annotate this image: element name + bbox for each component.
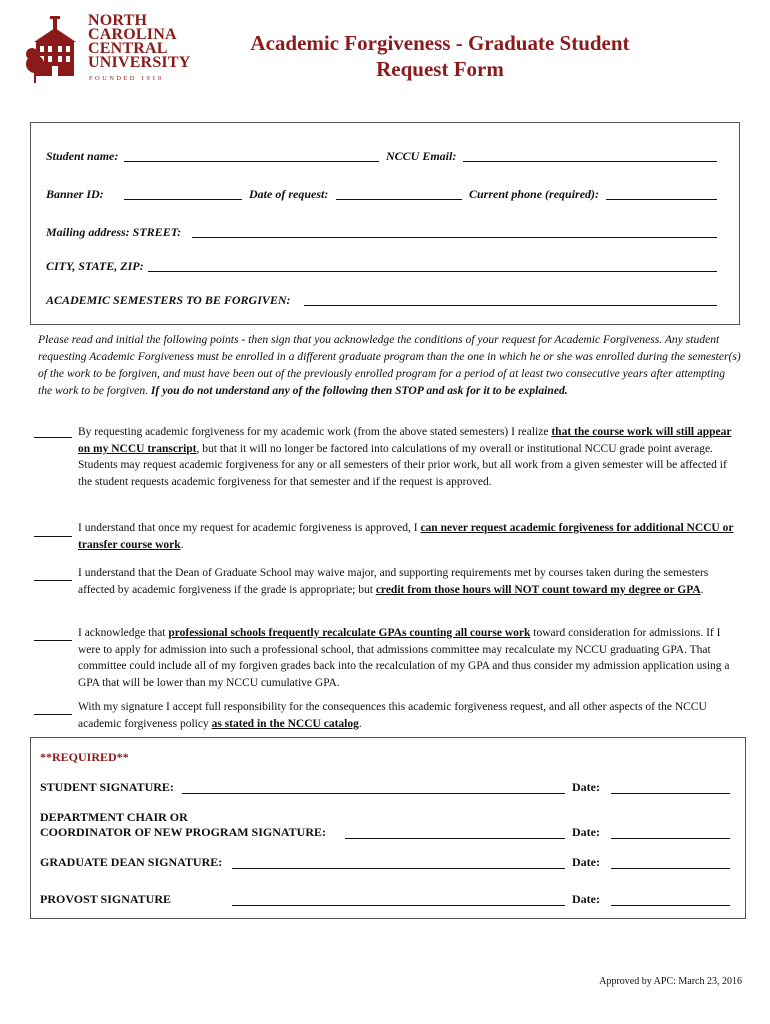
provost-date-label: Date: [572,892,600,906]
instructions-warning: If you do not understand any of the following then STOP and ask for it to be explained. [150,384,568,397]
dept-signature-label-1: DEPARTMENT CHAIR OR [40,810,188,824]
item-5-emphasis: as stated in the NCCU catalog [211,717,359,730]
item-4-emphasis: professional schools frequently recalculate GPAs counting all course work [168,627,531,639]
banner-id-label: Banner ID: [46,187,104,201]
student-date-label: Date: [572,780,600,794]
required-heading: **REQUIRED** [40,750,129,764]
dean-date-label: Date: [572,855,600,869]
student-signature-label: STUDENT SIGNATURE: [40,780,174,794]
current-phone-label: Current phone (required): [469,187,600,201]
item-3-emphasis: credit from those hours will NOT count toward my degree or GPA [375,583,701,596]
date-of-request-field[interactable] [336,199,462,200]
item-2-emphasis: can never request academic forgiveness for additional NCCU or transfer course work [78,522,734,551]
nccu-logo [26,12,191,86]
city-state-zip-field[interactable] [148,271,717,272]
instructions-paragraph [38,331,742,399]
dept-signature-label-2: COORDINATOR OF NEW PROGRAM SIGNATURE: [40,825,327,839]
provost-signature-field[interactable] [232,905,565,906]
initial-blank-5[interactable] [34,714,72,715]
acknowledgement-item-4 [78,625,742,691]
item-1-text: By requesting academic forgiveness for my academic work (from the above stated semesters) I realize [78,426,549,438]
item-5-text-end: . [358,717,362,730]
nccu-email-label: NCCU Email: [386,149,457,163]
mailing-address-label: Mailing address: STREET: [46,225,182,239]
item-1-emphasis: that the course work will still appear on my NCCU transcript [78,426,732,455]
date-of-request-label: Date of request: [249,187,329,201]
dean-signature-label: GRADUATE DEAN SIGNATURE: [40,855,223,869]
mailing-address-field[interactable] [192,237,717,238]
item-4-text: I acknowledge that [78,627,166,639]
initial-blank-3[interactable] [34,580,72,581]
student-name-label: Student name: [46,149,119,163]
item-4-text-end: toward consideration for admissions. If I were to apply for admission into such a professional school, that admissions committee may recalculate my NCCU graduating GPA. That committee could include all of my forgiven grades back into the recalculation of my GPA and thus consider my admission application using a GPA that will be lower than my NCCU cumulative GPA. [78,627,730,689]
item-5-text: With my signature I accept full responsibility for the consequences this academic forgiveness request, and all other aspects of the NCCU academic forgiveness policy [78,701,707,730]
dean-signature-field[interactable] [232,868,565,869]
item-2-text-end: . [180,538,184,551]
building-seal-icon [26,14,84,86]
semesters-field[interactable] [304,305,717,306]
acknowledgement-item-5 [78,699,734,732]
logo-word-central: CENTRAL [88,40,168,57]
initial-blank-2[interactable] [34,536,72,537]
dept-date-label: Date: [572,825,600,839]
dept-signature-field[interactable] [345,838,565,839]
logo-word-university: UNIVERSITY [88,54,191,71]
city-state-zip-label: CITY, STATE, ZIP: [46,259,144,273]
dept-date-field[interactable] [611,838,730,839]
provost-signature-label: PROVOST SIGNATURE [40,892,172,906]
dean-date-field[interactable] [611,868,730,869]
student-date-field[interactable] [611,793,730,794]
instructions-text: Please read and initial the following points - then sign that you acknowledge the conditions of your request for Academic Forgiveness. Any student requesting Academic Forgiveness must be enrolled in a different graduate program than the one in which he or she was enrolled during the semester(s) of the work to be forgiven, and must have been out of the previously enrolled program for a period of at least two consecutive years after attempting the work to be forgiven. [38,333,741,397]
provost-date-field[interactable] [611,905,730,906]
item-1-text-end: , but that it will no longer be factored into calculations of my overall or institutional NCCU grade point average. [196,442,713,455]
logo-word-carolina: CAROLINA [88,26,177,43]
acknowledgement-item-3 [78,565,734,598]
page-title: Academic Forgiveness - Graduate Student [250,31,630,55]
nccu-email-field[interactable] [463,161,717,162]
banner-id-field[interactable] [124,199,242,200]
acknowledgement-item-1 [78,424,734,490]
logo-founded: FOUNDED 1910 [89,75,164,82]
acknowledgement-item-2 [78,520,742,553]
initial-blank-1[interactable] [34,437,72,438]
semesters-label: ACADEMIC SEMESTERS TO BE FORGIVEN: [46,293,291,307]
item-1-note: Students may request academic forgiveness for any or all semesters of their prior work, but all work from a given semester will be affected if the student requests academic forgiveness for that semester and if the request is approved. [78,459,727,488]
current-phone-field[interactable] [606,199,717,200]
student-name-field[interactable] [124,161,379,162]
item-2-text: I understand that once my request for academic forgiveness is approved, I [78,522,418,534]
item-3-text: I understand that the Dean of Graduate School may waive major, and supporting requirements met by courses taken during the semesters affected by academic forgiveness if the grade is appropriate; but [78,567,709,596]
page-subtitle: Request Form [376,57,504,81]
student-signature-field[interactable] [182,793,565,794]
item-3-text-end: . [700,583,704,596]
logo-word-north: NORTH [88,12,148,29]
approval-footer: Approved by APC: March 23, 2016 [599,976,742,987]
initial-blank-4[interactable] [34,640,72,641]
